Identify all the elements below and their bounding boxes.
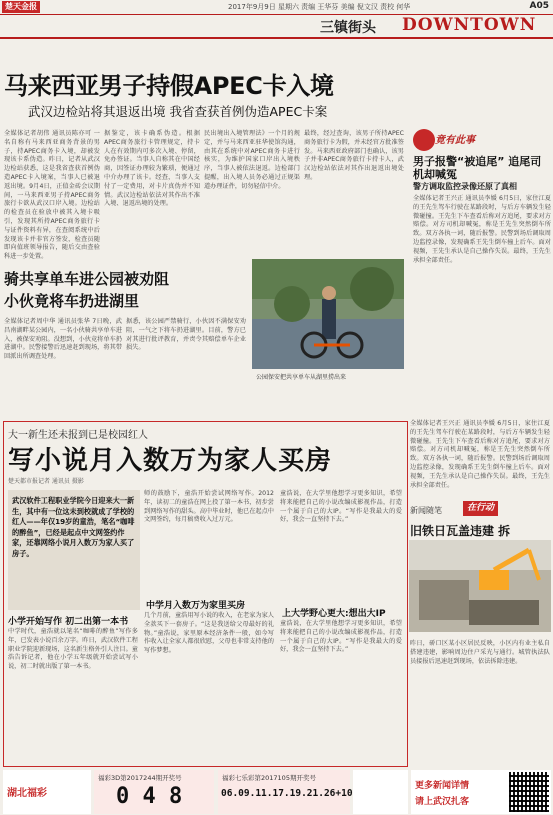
- 3d-lottery-numbers: 0 4 8: [116, 784, 183, 809]
- qilecai-lottery-ad: [218, 770, 353, 814]
- article1-col3: 民出境出入境管理法》一个月的规定，并与马来西亚驻华使馆沟通，由其在系统中对APEC商务卡进行核实，为维护国家口岸出入境秩序，当事人被依法退返。边检部门提醒，出入境人员务必通过正规渠道办理证件，切勿轻信中介。: [204, 130, 300, 190]
- article2-col1: 全媒体记者周中华 通讯员张华 7日晚，武昌南湖畔某公园内，一名小伙骑共享单车进入，被保安劝阻。没想到，小伙竟将单车扔进湖中。民警接警后迅速赶到现场，将其带回派出所调查处理。: [4, 318, 122, 361]
- 3d-lottery-ad: [94, 770, 214, 814]
- demolition-photo: [409, 540, 551, 632]
- qilecai-lottery-numbers: 06.09.11.17.19.21.26+10: [221, 788, 353, 799]
- sidebar-subhead: 警方调取监控录像还原了真相: [413, 182, 517, 191]
- featured-body-1: 中学时代，童浩就以笔名“咖啡的醉鱼”写作多年，已发表小说百余万字。昨日，武汉软件工程职业学院迎新现场，这名新生格外引人注目。童浩告诉记者，他在小学五年级就开始尝试写小说，初二时就出版了第一本书。: [8, 628, 138, 671]
- featured-subhead-3: 上大学野心更大:想出大IP: [282, 609, 386, 619]
- promo-line-2: 请上武汉扎客: [415, 797, 470, 807]
- featured-headline: 写小说月入数万为家人买房: [8, 446, 333, 476]
- newspaper-logo: 楚天金报: [2, 1, 40, 13]
- article2-headline: [4, 268, 169, 312]
- article1-subhead: 武汉边检站将其退返出境 我省查获首例伪造APEC卡案: [28, 104, 328, 119]
- right-story-headline: 旧铁日瓦盖违建 拆: [410, 524, 511, 538]
- photo-caption: 公园保安把共享单车从湖里捞出来: [256, 374, 347, 381]
- promo-line-1: 更多新闻详情: [415, 781, 470, 791]
- sidebar-body-continued: 全媒体记者王兴正 通讯员李媛 6月5日，家住江夏的王先生驾车行驶在某路段时，与后方车辆发生轻微碰撞。王先生下车查看后称对方追尾，要求对方赔偿。对方司机却喊冤，称是王先生突然倒车所致。双方各执一词，随后报警。民警到场后调取周边监控录像，发现确系王先生倒车撞上后车。面对视频，王先生承认是自己操作失误。最终，王先生承担全部责任。: [410, 420, 550, 489]
- article2-headline-line1: 骑共享单车进公园被劝阻: [4, 270, 170, 288]
- qilecai-lottery-title: 福彩七乐彩第2017105期开奖号: [222, 774, 316, 782]
- article1-col1: 全媒体记者胡伟 通讯员陈亦可 一名自称有马来西亚商务背景的男子，持APEC商务卡入境，却被发现该卡系伪造。昨日，记者从武汉边检站获悉，这是我省查获首例伪造APEC卡入境案，当事人已被退返出境。9月4日，正值金砖会议期间，一马来西亚男子持APEC商务旅行卡欲从武汉口岸入境。边检站的检查员在验放中被其入境卡吸引，发现其所持APEC商务旅行卡与证件资料有异，在查阅系统中后发现该卡并非官方签发，检查员随即向值班领导报告，随后交由查验科进一步处置。: [4, 130, 100, 261]
- featured-byline: 楚天都市报记者 通讯员 摄影: [8, 478, 84, 485]
- lake-bicycle-photo: [252, 259, 404, 369]
- featured-body-2: 师的鼓励下，童浩开始尝试网络写作。2012年，读初二的童浩在网上投了第一本书，初步尝到网络写作的甜头。高中毕业时，他已在起点中文网签约，每月稿费收入过万元。: [144, 490, 274, 524]
- header-divider: [0, 37, 553, 39]
- featured-body-5: 童浩说，在大学里他想学习更多知识，希望将来能把自己的小说改编成影视作品，打造一个属于自己的大IP。“写作是我最大的爱好，我会一直坚持下去。”: [280, 620, 402, 654]
- article1-col2: 据鉴定，该卡确系伪造。根据APEC商务旅行卡管理规定，持卡人在有效期内可多次入境、停留，免办签证。当事人自称其在中国经商，因签证办理较为繁琐，便通过中介办理了该卡。经查，当事人支付了一定费用，对卡片真伪并不知情。武汉边检站依法对其作出不准入境、退返出境的处理。: [104, 130, 200, 208]
- featured-body-4: 童浩说，在大学里他想学习更多知识，希望将来能把自己的小说改编成影视作品，打造一个属于自己的大IP。“写作是我最大的爱好，我会一直坚持下去。”: [280, 490, 402, 524]
- featured-subhead-2: 中学月入数万为家里买房: [146, 601, 246, 611]
- article1-col4: 最终，经过查询，该男子所持APEC商务旅行卡为假，并未经官方批准签发。马来西亚政府部门也确认，该男子并非APEC商务旅行卡持卡人，武汉边检站依法对其作出退返出境处理。: [304, 130, 404, 181]
- sidebar-tag: [413, 125, 503, 155]
- 3d-lottery-title: 福彩3D第2017244期开奖号: [98, 774, 182, 782]
- featured-kicker: 大一新生还未报到已是校园红人: [8, 430, 148, 441]
- qr-code: [353, 770, 408, 814]
- lottery-logo-ad: [3, 770, 91, 814]
- featured-body-3: 几个月前，童浩用写小说的收入，在老家为家人全款买下一套房子。“这是我送给父母最好的礼物。”童浩说，家里原本经济条件一般，如今写作收入让全家人都很欣慰，父母也非常支持他的写作梦想。: [144, 612, 274, 655]
- lottery-logo: 湖北福彩: [7, 788, 47, 799]
- section-title-en: DOWNTOWN: [402, 15, 537, 35]
- article2-col2: 据悉，该公园严禁骑行，小伙因不满保安劝阻，一气之下将车扔进湖里。目前，警方已对其进行批评教育，并责令其赔偿单车企业损失。: [126, 318, 246, 352]
- article2-headline-line2: 小伙竟将车扔进湖里: [4, 292, 140, 310]
- sidebar-story: [409, 125, 553, 415]
- exclamation-icon: [413, 129, 435, 151]
- article1-headline: 马来西亚男子持假APEC卡入境: [4, 72, 334, 100]
- right-story-body: 昨日，硚口区某小区居民反映，小区内有业主私自搭建违建，影响周边住户采光与通行。城管执法队员接报后迅速赶到现场，依法拆除违建。: [410, 640, 550, 665]
- news-tag-label: 新闻随笔: [410, 506, 442, 515]
- section-title: 三镇街头: [320, 20, 376, 36]
- app-promo-box: [411, 770, 551, 814]
- featured-article-frame: [3, 421, 408, 767]
- dateline: 2017年9月9日 星期六 责编 王华芬 美编 倪文汉 责校 何华: [228, 3, 411, 11]
- sidebar-tag-label: 竟有此事: [435, 135, 475, 146]
- sidebar-body: 全媒体记者王兴正 通讯员李媛 6月5日，家住江夏的王先生驾车行驶在某路段时，与后方车辆发生轻微碰撞。王先生下车查看后称对方追尾，要求对方赔偿。对方司机却喊冤，称是王先生突然倒车所致。双方各执一词，随后报警。民警到场后调取周边监控录像，发现确系王先生倒车撞上后车。面对视频，王先生承认是自己操作失误。最终，王先生承担全部责任。: [413, 195, 551, 264]
- sidebar-headline: 男子报警“被追尾” 追尾司机却喊冤: [413, 155, 542, 181]
- featured-lead: 武汉软件工程职业学院今日迎来大一新生，其中有一位这未到校就成了学校的红人——年仅19岁的童浩，笔名“咖啡的醉鱼”，已经是起点中文网签约作家，还靠网络小说月入数万为家人买了房子。: [12, 496, 135, 558]
- news-tag-badge: 在行动: [463, 501, 498, 516]
- promo-qr-code: [509, 772, 549, 812]
- featured-subhead-1: 小学开始写作 初二出第一本书: [8, 617, 129, 627]
- page-number: A05: [529, 1, 549, 11]
